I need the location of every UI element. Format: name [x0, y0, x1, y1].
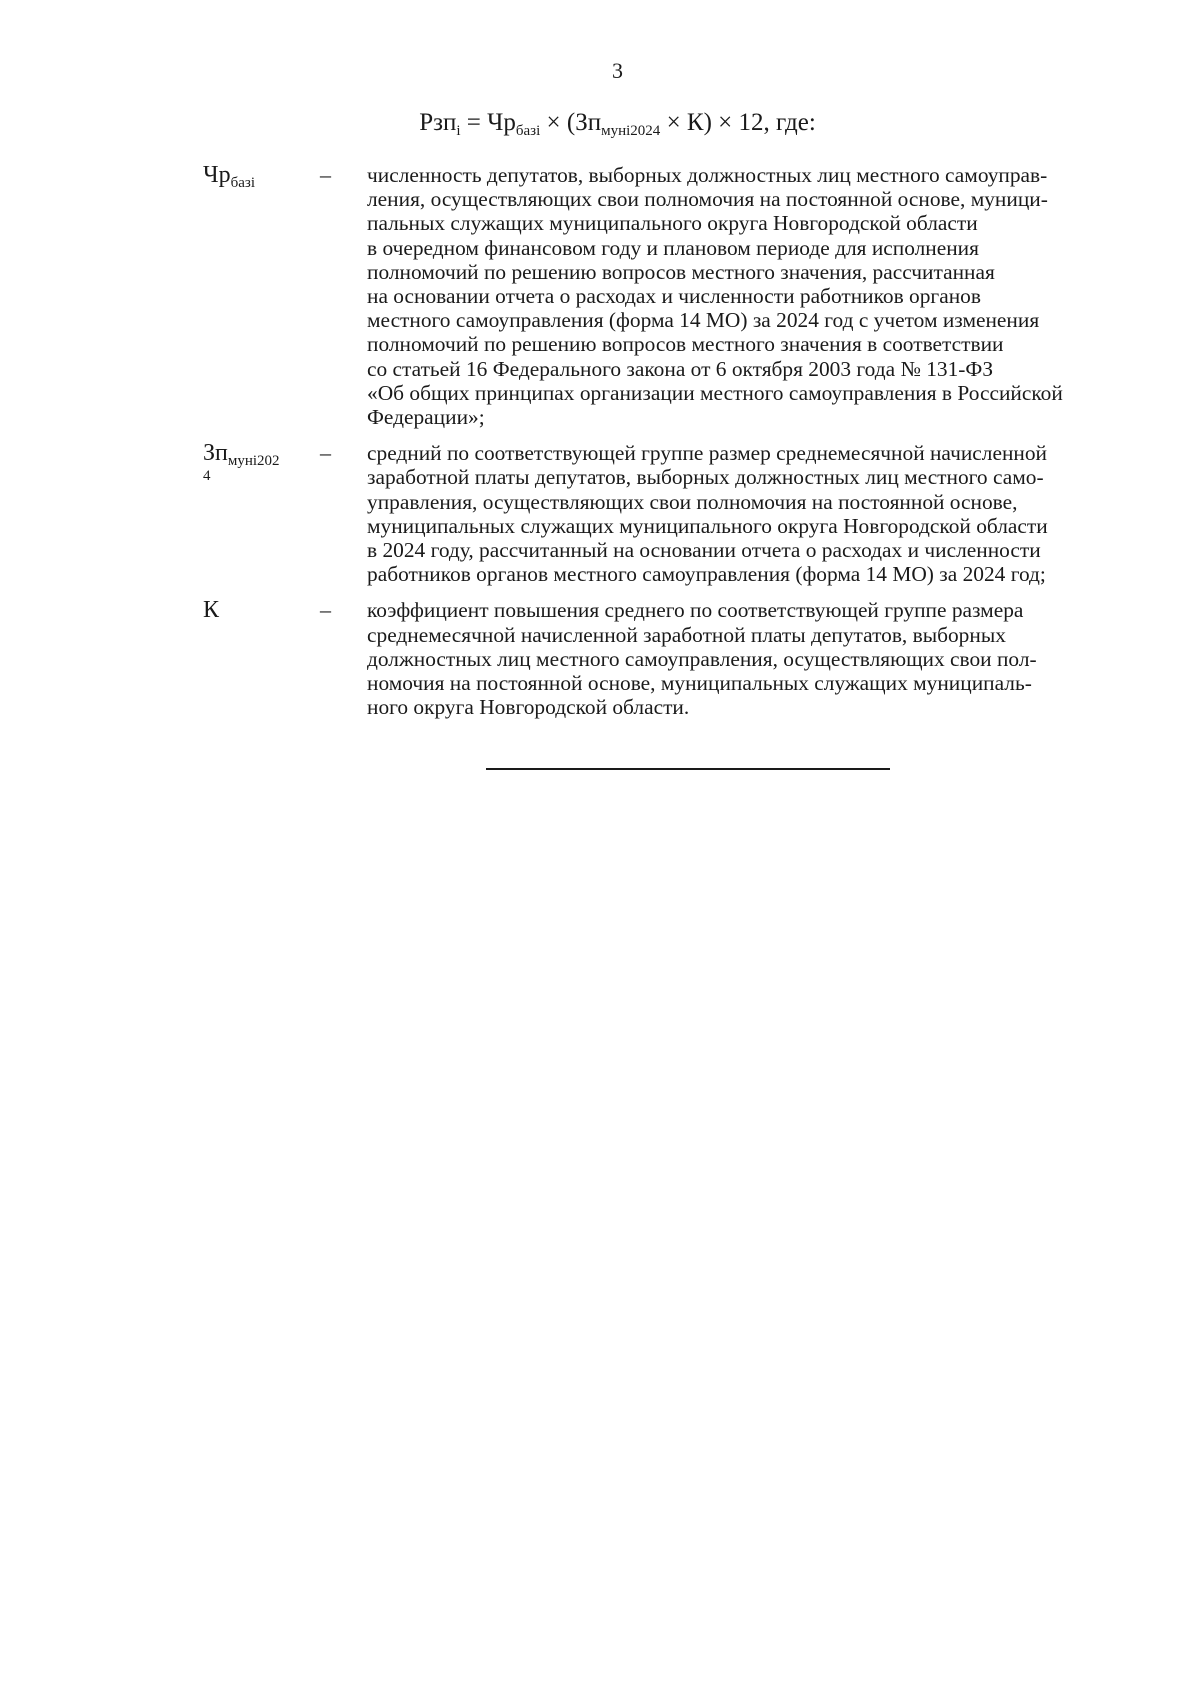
definition-text: [367, 163, 1165, 429]
definition-line: на основании отчета о расходах и численности работников органов: [367, 284, 981, 309]
definition-term: [203, 441, 320, 487]
definition-line: ления, осуществляющих свои полномочия на постоянной основе, муници-: [367, 187, 1048, 212]
term-symbol: Зп: [203, 440, 228, 467]
definition-line: Федерации»;: [367, 405, 485, 430]
definition-dash: –: [320, 597, 331, 623]
formula-operator-1: × (: [540, 109, 576, 136]
definition-line: работников органов местного самоуправления (форма 14 МО) за 2024 год;: [367, 562, 1046, 587]
formula-term-zp: Зп: [575, 109, 602, 136]
definition-line: муниципальных служащих муниципального округа Новгородской области: [367, 513, 1048, 538]
definition-line: в очередном финансовом году и плановом периоде для исполнения: [367, 235, 979, 260]
definition-term: [203, 162, 320, 191]
definition-zp: [203, 441, 1165, 586]
definition-line: управления, осуществляющих свои полномочия на постоянной основе,: [367, 489, 1018, 514]
definition-line: ного округа Новгородской области.: [367, 695, 690, 720]
definition-line: коэффициент повышения среднего по соответствующей группе размера: [367, 598, 1024, 623]
term-subscript: базi: [230, 175, 255, 191]
definition-dash: –: [320, 440, 331, 466]
definition-line: численность депутатов, выборных должностных лиц местного самоуправ-: [367, 163, 1048, 187]
definition-line: полномочий по решению вопросов местного значения, рассчитанная: [367, 259, 995, 284]
definition-line: местного самоуправления (форма 14 МО) за 2024 год с учетом изменения: [367, 308, 1040, 333]
definition-line: номочия на постоянной основе, муниципальных служащих муниципаль-: [367, 671, 1032, 696]
formula-term-chr-subscript: базi: [515, 123, 541, 139]
definition-text: [367, 441, 1165, 586]
definition-line: должностных лиц местного самоуправления, осуществляющих свои пол-: [367, 646, 1037, 671]
definition-chr: [203, 163, 1165, 429]
definition-line: со статьей 16 Федерального закона от 6 октября 2003 года № 131-ФЗ: [367, 356, 994, 381]
formula-term-chr: Чр: [487, 109, 516, 136]
definition-line: среднемесячной начисленной заработной платы депутатов, выборных: [367, 622, 1006, 647]
formula-operator-2: ×: [660, 109, 687, 136]
formula-equals: =: [460, 109, 488, 136]
term-symbol: К: [203, 597, 220, 624]
definition-line: заработной платы депутатов, выборных должностных лиц местного само-: [367, 465, 1044, 490]
definition-line: средний по соответствующей группе размер среднемесячной начисленной: [367, 441, 1047, 466]
definition-term: [203, 598, 320, 622]
term-symbol: Чр: [203, 162, 231, 188]
formula-term-zp-subscript: мунi2024: [601, 123, 661, 139]
term-subscript: мунi202: [227, 453, 280, 470]
formula-lhs: Рзп: [419, 109, 457, 136]
formula-term-k: К: [686, 109, 704, 136]
definition-k: [203, 598, 1165, 719]
end-rule-divider: [486, 768, 890, 770]
formula-tail: ) × 12, где:: [703, 109, 816, 136]
definition-line: пальных служащих муниципального округа Новгородской области: [367, 211, 978, 236]
definition-dash: –: [320, 162, 331, 187]
definition-line: «Об общих принципах организации местного самоуправления в Российской: [367, 380, 1063, 405]
term-subscript-wrap: 4: [203, 468, 211, 485]
formula: [0, 108, 1200, 138]
definitions-list: [203, 163, 1165, 731]
definition-line: полномочий по решению вопросов местного значения в соответствии: [367, 332, 1004, 357]
page-number: 3: [612, 58, 623, 83]
formula-lhs-subscript: i: [456, 123, 461, 139]
definition-text: [367, 598, 1165, 719]
definition-line: в 2024 году, рассчитанный на основании отчета о расходах и численности: [367, 538, 1041, 563]
